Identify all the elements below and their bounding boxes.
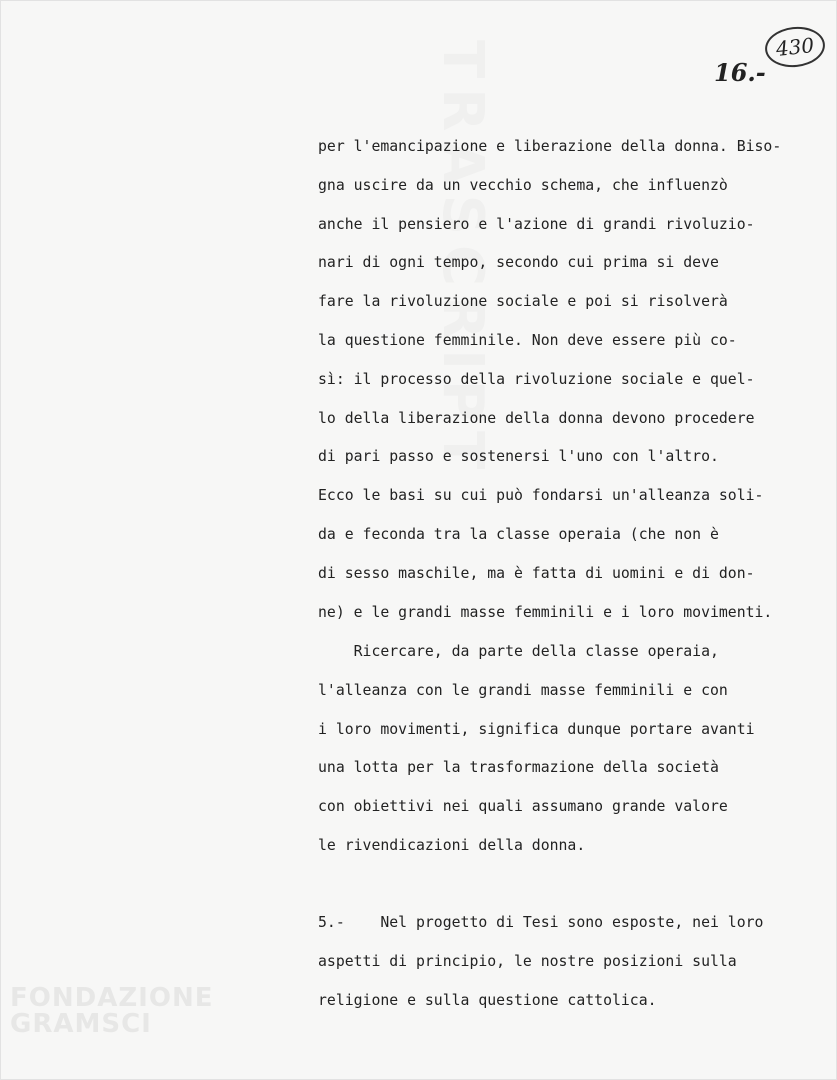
text-line: l'alleanza con le grandi masse femminili e con [318,681,728,699]
text-line: lo della liberazione della donna devono procedere [318,409,755,427]
text-line: con obiettivi nei quali assumano grande valore [318,798,728,816]
archive-logo: FONDAZIONE GRAMSCI [10,983,214,1039]
text-line: anche il pensiero e l'azione di grandi rivoluzio- [318,215,755,233]
text-line: la questione femminile. Non deve essere più co- [318,331,737,349]
archive-number: 430 [774,33,816,61]
text-line: le rivendicazioni della donna. [318,836,586,854]
text-line: sì: il processo della rivoluzione sociale e quel- [318,370,755,388]
archive-number-stamp [763,24,827,70]
text-line: gna uscire da un vecchio schema, che influenzò [318,176,728,194]
text-line: religione e sulla questione cattolica. [318,991,657,1009]
text-line: aspetti di principio, le nostre posizioni sulla [318,952,737,970]
section-5 [318,904,828,1020]
text-line: i loro movimenti, significa dunque portare avanti [318,720,755,738]
text-line: 5.- Nel progetto di Tesi sono esposte, nei loro [318,914,764,931]
text-line: da e feconda tra la classe operaia (che non è [318,525,719,543]
text-line: Ecco le basi su cui può fondarsi un'alleanza soli- [318,487,764,505]
text-line: nari di ogni tempo, secondo cui prima si deve [318,254,719,272]
text-line: Ricercare, da parte della classe operaia, [318,643,719,660]
text-line: fare la rivoluzione sociale e poi si risolverà [318,293,728,311]
page-number: 16.- [714,58,766,87]
text-line: ne) e le grandi masse femminili e i loro movimenti. [318,603,773,621]
watermark: TRASCRIPT [430,40,495,480]
paragraph-2 [318,633,828,866]
text-line: una lotta per la trasformazione della società [318,759,719,777]
text-line: di sesso maschile, ma è fatta di uomini e di don- [318,564,755,582]
paragraph-1 [318,128,828,632]
text-line: di pari passo e sostenersi l'uno con l'altro. [318,448,719,466]
text-line: per l'emancipazione e liberazione della donna. Biso- [318,138,782,155]
